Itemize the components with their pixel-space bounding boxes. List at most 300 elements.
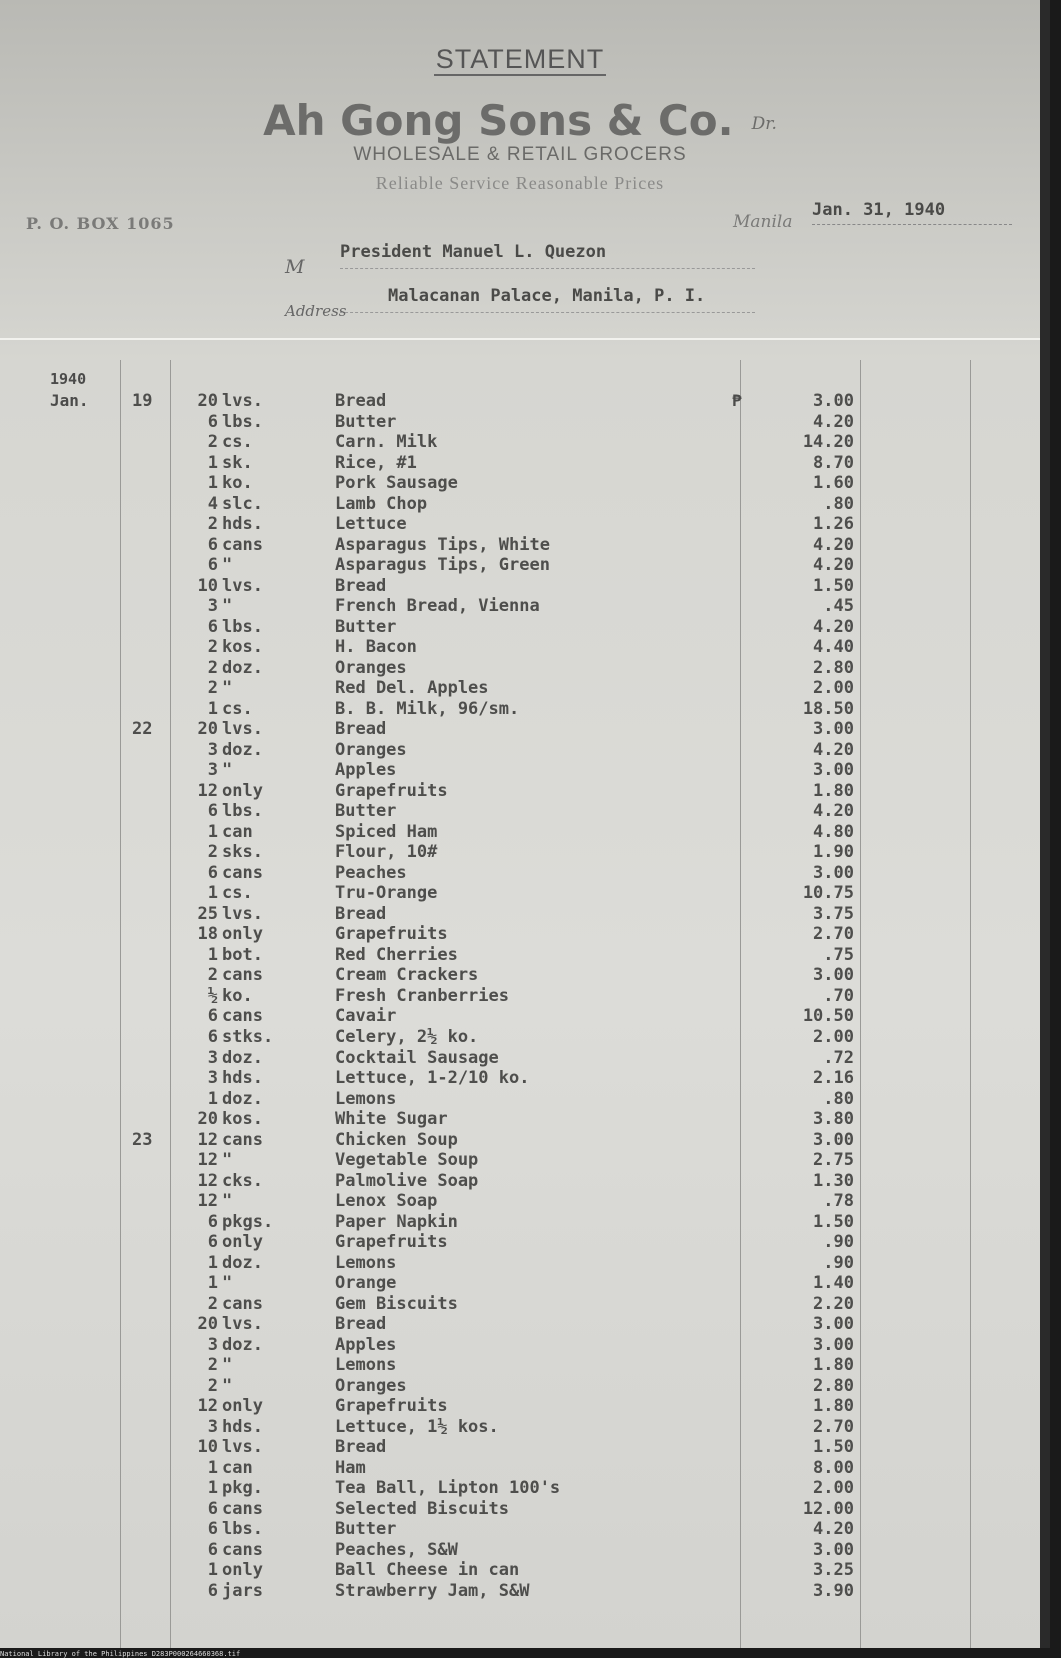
row-unit: can [222, 821, 253, 842]
row-amount: 4.20 [813, 411, 854, 432]
row-description: Palmolive Soap [335, 1170, 479, 1191]
ledger-row [0, 514, 1040, 535]
ledger-row [0, 576, 1040, 597]
row-description: Asparagus Tips, White [335, 534, 550, 555]
row-amount: 1.90 [813, 842, 854, 863]
row-unit: doz. [222, 657, 263, 678]
ledger-row [0, 432, 1040, 453]
row-amount: 3.00 [813, 965, 854, 986]
row-unit: lvs. [222, 575, 263, 596]
row-quantity: 2 [207, 1375, 218, 1396]
row-quantity: 1 [207, 473, 218, 494]
ledger-row [0, 1458, 1040, 1479]
po-box: P. O. BOX 1065 [26, 214, 175, 233]
ledger-row [0, 1027, 1040, 1048]
row-quantity: 6 [207, 534, 218, 555]
row-amount: 3.00 [813, 1539, 854, 1560]
row-unit: " [222, 1273, 233, 1294]
row-description: Tru-Orange [335, 883, 438, 904]
row-unit: " [222, 1375, 233, 1396]
row-quantity: 3 [207, 1047, 218, 1068]
row-description: Lettuce, 1-2/10 ko. [335, 1068, 530, 1089]
row-amount: 2.16 [813, 1068, 854, 1089]
currency-symbol: ₱ [732, 391, 742, 410]
row-unit: doz. [222, 1047, 263, 1068]
row-day: 19 [132, 391, 153, 411]
ledger-row [0, 1273, 1040, 1294]
row-quantity: 3 [207, 1068, 218, 1089]
row-unit: lvs. [222, 1437, 263, 1458]
row-quantity: 1 [207, 1273, 218, 1294]
row-description: Cream Crackers [335, 965, 479, 986]
ledger-row [0, 1130, 1040, 1151]
row-unit: lvs. [222, 903, 263, 924]
row-quantity: 6 [207, 411, 218, 432]
row-description: Grapefruits [335, 924, 448, 945]
row-unit: " [222, 596, 233, 617]
row-unit: sks. [222, 842, 263, 863]
archive-footer: National Library of the Philippines D283P000264660368.tif [0, 1650, 241, 1658]
row-quantity: 1 [207, 821, 218, 842]
row-unit: " [222, 1150, 233, 1171]
row-description: Paper Napkin [335, 1211, 458, 1232]
ledger-row [0, 412, 1040, 433]
row-description: Bread [335, 1314, 387, 1335]
row-amount: .75 [823, 944, 854, 965]
row-unit: cs. [222, 698, 253, 719]
row-description: Lamb Chop [335, 493, 428, 514]
row-quantity: 2 [207, 657, 218, 678]
row-description: Grapefruits [335, 1232, 448, 1253]
row-quantity: 6 [207, 1580, 218, 1601]
ledger-row [0, 699, 1040, 720]
row-quantity: 3 [207, 1416, 218, 1437]
row-unit: pkg. [222, 1478, 263, 1499]
ledger-row [0, 596, 1040, 617]
city-label: Manila [733, 212, 793, 232]
row-quantity: 6 [207, 862, 218, 883]
row-description: Fresh Cranberries [335, 985, 509, 1006]
row-amount: 4.20 [813, 739, 854, 760]
row-amount: 4.20 [813, 534, 854, 555]
row-quantity: 2 [207, 1293, 218, 1314]
row-quantity: 12 [197, 780, 218, 801]
row-description: Grapefruits [335, 780, 448, 801]
row-quantity: 1 [207, 1478, 218, 1499]
row-unit: slc. [222, 493, 263, 514]
row-amount: 12.00 [802, 1498, 854, 1519]
ledger-row [0, 1150, 1040, 1171]
row-amount: 3.25 [813, 1560, 854, 1581]
row-amount: 1.26 [813, 514, 854, 535]
row-description: Red Del. Apples [335, 678, 489, 699]
row-description: Lenox Soap [335, 1191, 438, 1212]
ledger-row [0, 781, 1040, 802]
header-divider [0, 338, 1040, 340]
ledger-row [0, 719, 1040, 740]
row-amount: 3.00 [813, 1129, 854, 1150]
row-description: Cocktail Sausage [335, 1047, 499, 1068]
row-quantity: 6 [207, 1026, 218, 1047]
row-amount: 14.20 [802, 432, 854, 453]
row-description: Asparagus Tips, Green [335, 555, 550, 576]
row-unit: cs. [222, 883, 253, 904]
row-description: Bread [335, 719, 387, 740]
row-description: Flour, 10# [335, 842, 438, 863]
row-description: Chicken Soup [335, 1129, 458, 1150]
row-amount: 8.00 [813, 1457, 854, 1478]
row-amount: 3.00 [813, 862, 854, 883]
row-amount: 3.00 [813, 719, 854, 740]
statement-date: Jan. 31, 1940 [812, 200, 1012, 225]
row-amount: .80 [823, 493, 854, 514]
row-amount: 4.20 [813, 616, 854, 637]
row-amount: 4.80 [813, 821, 854, 842]
ledger-row [0, 945, 1040, 966]
row-quantity: 25 [197, 903, 218, 924]
row-amount: 1.50 [813, 1437, 854, 1458]
row-day: 23 [132, 1129, 153, 1150]
row-amount: 2.70 [813, 1416, 854, 1437]
row-description: Butter [335, 411, 397, 432]
row-description: Butter [335, 801, 397, 822]
row-unit: lvs. [222, 391, 263, 411]
row-amount: 2.80 [813, 1375, 854, 1396]
company-name [0, 96, 1040, 145]
row-quantity: 12 [197, 1191, 218, 1212]
ledger-row [0, 1355, 1040, 1376]
row-amount: 18.50 [802, 698, 854, 719]
company-slogan: Reliable Service Reasonable Prices [375, 173, 665, 193]
row-quantity: 10 [197, 575, 218, 596]
row-unit: " [222, 678, 233, 699]
ledger-row [0, 924, 1040, 945]
row-amount: .45 [823, 596, 854, 617]
row-unit: cans [222, 965, 263, 986]
row-description: Peaches, S&W [335, 1539, 458, 1560]
row-description: H. Bacon [335, 637, 417, 658]
row-quantity: 3 [207, 596, 218, 617]
row-quantity: 12 [197, 1150, 218, 1171]
row-quantity: 3 [207, 760, 218, 781]
row-description: Lettuce [335, 514, 407, 535]
row-unit: lvs. [222, 1314, 263, 1335]
ledger-row [0, 1376, 1040, 1397]
ledger-year: 1940 [50, 370, 87, 388]
ledger-row [0, 842, 1040, 863]
row-description: Pork Sausage [335, 473, 458, 494]
ledger-row [0, 863, 1040, 884]
row-unit: hds. [222, 514, 263, 535]
row-quantity: 4 [207, 493, 218, 514]
row-unit: can [222, 1457, 253, 1478]
row-unit: " [222, 1191, 233, 1212]
ledger-row [0, 760, 1040, 781]
row-unit: " [222, 555, 233, 576]
ledger-row [0, 1417, 1040, 1438]
row-description: Butter [335, 1519, 397, 1540]
row-amount: 3.80 [813, 1109, 854, 1130]
ledger-row [0, 1171, 1040, 1192]
row-description: Butter [335, 616, 397, 637]
address-label: Address [285, 302, 347, 320]
row-day: 22 [132, 719, 153, 740]
row-quantity: 12 [197, 1129, 218, 1150]
row-unit: cans [222, 1293, 263, 1314]
row-amount: .90 [823, 1232, 854, 1253]
row-amount: 3.75 [813, 903, 854, 924]
row-description: Lemons [335, 1355, 397, 1376]
row-description: Bread [335, 1437, 387, 1458]
ledger-row [0, 822, 1040, 843]
row-amount: 1.80 [813, 1396, 854, 1417]
row-unit: kos. [222, 637, 263, 658]
row-quantity: 1 [207, 1560, 218, 1581]
row-unit: only [222, 1396, 263, 1417]
row-unit: doz. [222, 1088, 263, 1109]
ledger-row [0, 1478, 1040, 1499]
row-amount: 1.60 [813, 473, 854, 494]
row-unit: pkgs. [222, 1211, 274, 1232]
ledger-row [0, 1294, 1040, 1315]
row-quantity: 2 [207, 514, 218, 535]
row-amount: 2.70 [813, 924, 854, 945]
row-unit: only [222, 1560, 263, 1581]
ledger-row [0, 617, 1040, 638]
ledger-row [0, 637, 1040, 658]
row-unit: only [222, 924, 263, 945]
row-description: Oranges [335, 739, 407, 760]
row-description: Lemons [335, 1088, 397, 1109]
recipient-label: M [285, 256, 305, 278]
row-amount: 2.75 [813, 1150, 854, 1171]
ledger-row [0, 1437, 1040, 1458]
row-amount: 2.80 [813, 657, 854, 678]
row-description: Gem Biscuits [335, 1293, 458, 1314]
recipient-name: President Manuel L. Quezon [340, 242, 755, 269]
row-description: Lettuce, 1½ kos. [335, 1416, 499, 1437]
row-description: Bread [335, 391, 387, 411]
row-amount: 1.80 [813, 780, 854, 801]
row-quantity: ½ [207, 985, 218, 1006]
row-unit: kos. [222, 1109, 263, 1130]
row-quantity: 1 [207, 1457, 218, 1478]
ledger-row [0, 986, 1040, 1007]
row-amount: 4.20 [813, 555, 854, 576]
row-description: Ham [335, 1457, 366, 1478]
row-description: Oranges [335, 657, 407, 678]
row-quantity: 1 [207, 1088, 218, 1109]
row-quantity: 1 [207, 1252, 218, 1273]
ledger-row [0, 904, 1040, 925]
row-unit: jars [222, 1580, 263, 1601]
ledger-row [0, 1335, 1040, 1356]
row-unit: cks. [222, 1170, 263, 1191]
row-quantity: 6 [207, 801, 218, 822]
ledger-row [0, 453, 1040, 474]
row-quantity: 6 [207, 1006, 218, 1027]
ledger-row [0, 740, 1040, 761]
row-unit: doz. [222, 1252, 263, 1273]
row-amount: 2.20 [813, 1293, 854, 1314]
row-amount: 1.30 [813, 1170, 854, 1191]
ledger-row [0, 1560, 1040, 1581]
row-quantity: 6 [207, 1539, 218, 1560]
row-quantity: 2 [207, 842, 218, 863]
row-unit: cans [222, 534, 263, 555]
row-quantity: 10 [197, 1437, 218, 1458]
row-amount: 3.00 [813, 1334, 854, 1355]
ledger-row [0, 1314, 1040, 1335]
row-description: Bread [335, 903, 387, 924]
ledger-row [0, 1519, 1040, 1540]
row-quantity: 3 [207, 739, 218, 760]
row-quantity: 18 [197, 924, 218, 945]
row-description: French Bread, Vienna [335, 596, 540, 617]
row-unit: cans [222, 862, 263, 883]
row-unit: doz. [222, 1334, 263, 1355]
ledger-row [0, 1191, 1040, 1212]
row-unit: sk. [222, 452, 253, 473]
ledger-row [0, 1068, 1040, 1089]
row-amount: 8.70 [813, 452, 854, 473]
row-description: Selected Biscuits [335, 1498, 509, 1519]
row-unit: lbs. [222, 411, 263, 432]
row-amount: 3.00 [813, 1314, 854, 1335]
row-unit: ko. [222, 473, 253, 494]
row-unit: " [222, 760, 233, 781]
company-tagline: WHOLESALE & RETAIL GROCERS [353, 144, 687, 165]
row-quantity: 6 [207, 1519, 218, 1540]
row-amount: 3.00 [813, 760, 854, 781]
row-description: Spiced Ham [335, 821, 438, 842]
row-quantity: 6 [207, 555, 218, 576]
row-unit: cans [222, 1006, 263, 1027]
row-amount: 2.00 [813, 1478, 854, 1499]
row-quantity: 2 [207, 637, 218, 658]
ledger-row [0, 678, 1040, 699]
dr-label: Dr. [751, 113, 777, 134]
row-amount: 1.50 [813, 575, 854, 596]
row-amount: .90 [823, 1252, 854, 1273]
ledger-row [0, 473, 1040, 494]
row-amount: 2.00 [813, 678, 854, 699]
row-amount: .72 [823, 1047, 854, 1068]
row-amount: .78 [823, 1191, 854, 1212]
row-quantity: 2 [207, 678, 218, 699]
row-description: Bread [335, 575, 387, 596]
row-unit: lvs. [222, 719, 263, 740]
row-quantity: 2 [207, 965, 218, 986]
row-description: Peaches [335, 862, 407, 883]
ledger-row [0, 1006, 1040, 1027]
ledger-items [0, 391, 1040, 1601]
row-description: Ball Cheese in can [335, 1560, 520, 1581]
ledger-row [0, 1581, 1040, 1602]
row-unit: cans [222, 1129, 263, 1150]
row-description: Oranges [335, 1375, 407, 1396]
row-quantity: 20 [197, 719, 218, 740]
row-description: Carn. Milk [335, 432, 438, 453]
row-quantity: 6 [207, 616, 218, 637]
ledger-row [0, 1109, 1040, 1130]
row-amount: 4.40 [813, 637, 854, 658]
row-description: Vegetable Soup [335, 1150, 479, 1171]
ledger-row [0, 1499, 1040, 1520]
recipient-address: Malacanan Palace, Manila, P. I. [340, 286, 755, 313]
row-quantity: 3 [207, 1334, 218, 1355]
row-amount: 2.00 [813, 1026, 854, 1047]
statement-title: STATEMENT [435, 44, 605, 74]
ledger-row [0, 1232, 1040, 1253]
company-name-text: Ah Gong Sons & Co. [263, 96, 734, 145]
row-unit: " [222, 1355, 233, 1376]
row-unit: bot. [222, 944, 263, 965]
row-unit: hds. [222, 1416, 263, 1437]
row-amount: 1.50 [813, 1211, 854, 1232]
ledger-row [0, 535, 1040, 556]
row-amount: 3.90 [813, 1580, 854, 1601]
row-description: B. B. Milk, 96/sm. [335, 698, 520, 719]
row-description: Red Cherries [335, 944, 458, 965]
ledger-row [0, 494, 1040, 515]
row-quantity: 20 [197, 1109, 218, 1130]
row-amount: 10.75 [802, 883, 854, 904]
row-quantity: 2 [207, 1355, 218, 1376]
row-unit: only [222, 1232, 263, 1253]
row-quantity: 6 [207, 1498, 218, 1519]
row-quantity: 12 [197, 1170, 218, 1191]
ledger-row [0, 658, 1040, 679]
row-description: Cavair [335, 1006, 397, 1027]
ledger-month: Jan. [50, 391, 89, 410]
row-unit: only [222, 780, 263, 801]
row-unit: doz. [222, 739, 263, 760]
row-unit: hds. [222, 1068, 263, 1089]
ledger-row [0, 1089, 1040, 1110]
ledger-row [0, 883, 1040, 904]
row-unit: cs. [222, 432, 253, 453]
row-quantity: 6 [207, 1232, 218, 1253]
row-quantity: 1 [207, 452, 218, 473]
row-amount: 4.20 [813, 801, 854, 822]
row-unit: lbs. [222, 801, 263, 822]
ledger-row [0, 555, 1040, 576]
ledger-row [0, 965, 1040, 986]
row-unit: lbs. [222, 1519, 263, 1540]
row-description: Lemons [335, 1252, 397, 1273]
row-description: Apples [335, 1334, 397, 1355]
row-quantity: 1 [207, 698, 218, 719]
row-description: White Sugar [335, 1109, 448, 1130]
row-amount: 1.80 [813, 1355, 854, 1376]
ledger-row [0, 1396, 1040, 1417]
row-description: Strawberry Jam, S&W [335, 1580, 530, 1601]
row-unit: ko. [222, 985, 253, 1006]
row-quantity: 1 [207, 944, 218, 965]
row-amount: 10.50 [802, 1006, 854, 1027]
ledger-row [0, 1253, 1040, 1274]
row-amount: .80 [823, 1088, 854, 1109]
ledger-row [0, 1540, 1040, 1561]
row-amount: 4.20 [813, 1519, 854, 1540]
row-unit: cans [222, 1498, 263, 1519]
row-description: Orange [335, 1273, 397, 1294]
row-unit: cans [222, 1539, 263, 1560]
row-description: Apples [335, 760, 397, 781]
row-quantity: 6 [207, 1211, 218, 1232]
row-quantity: 20 [197, 1314, 218, 1335]
